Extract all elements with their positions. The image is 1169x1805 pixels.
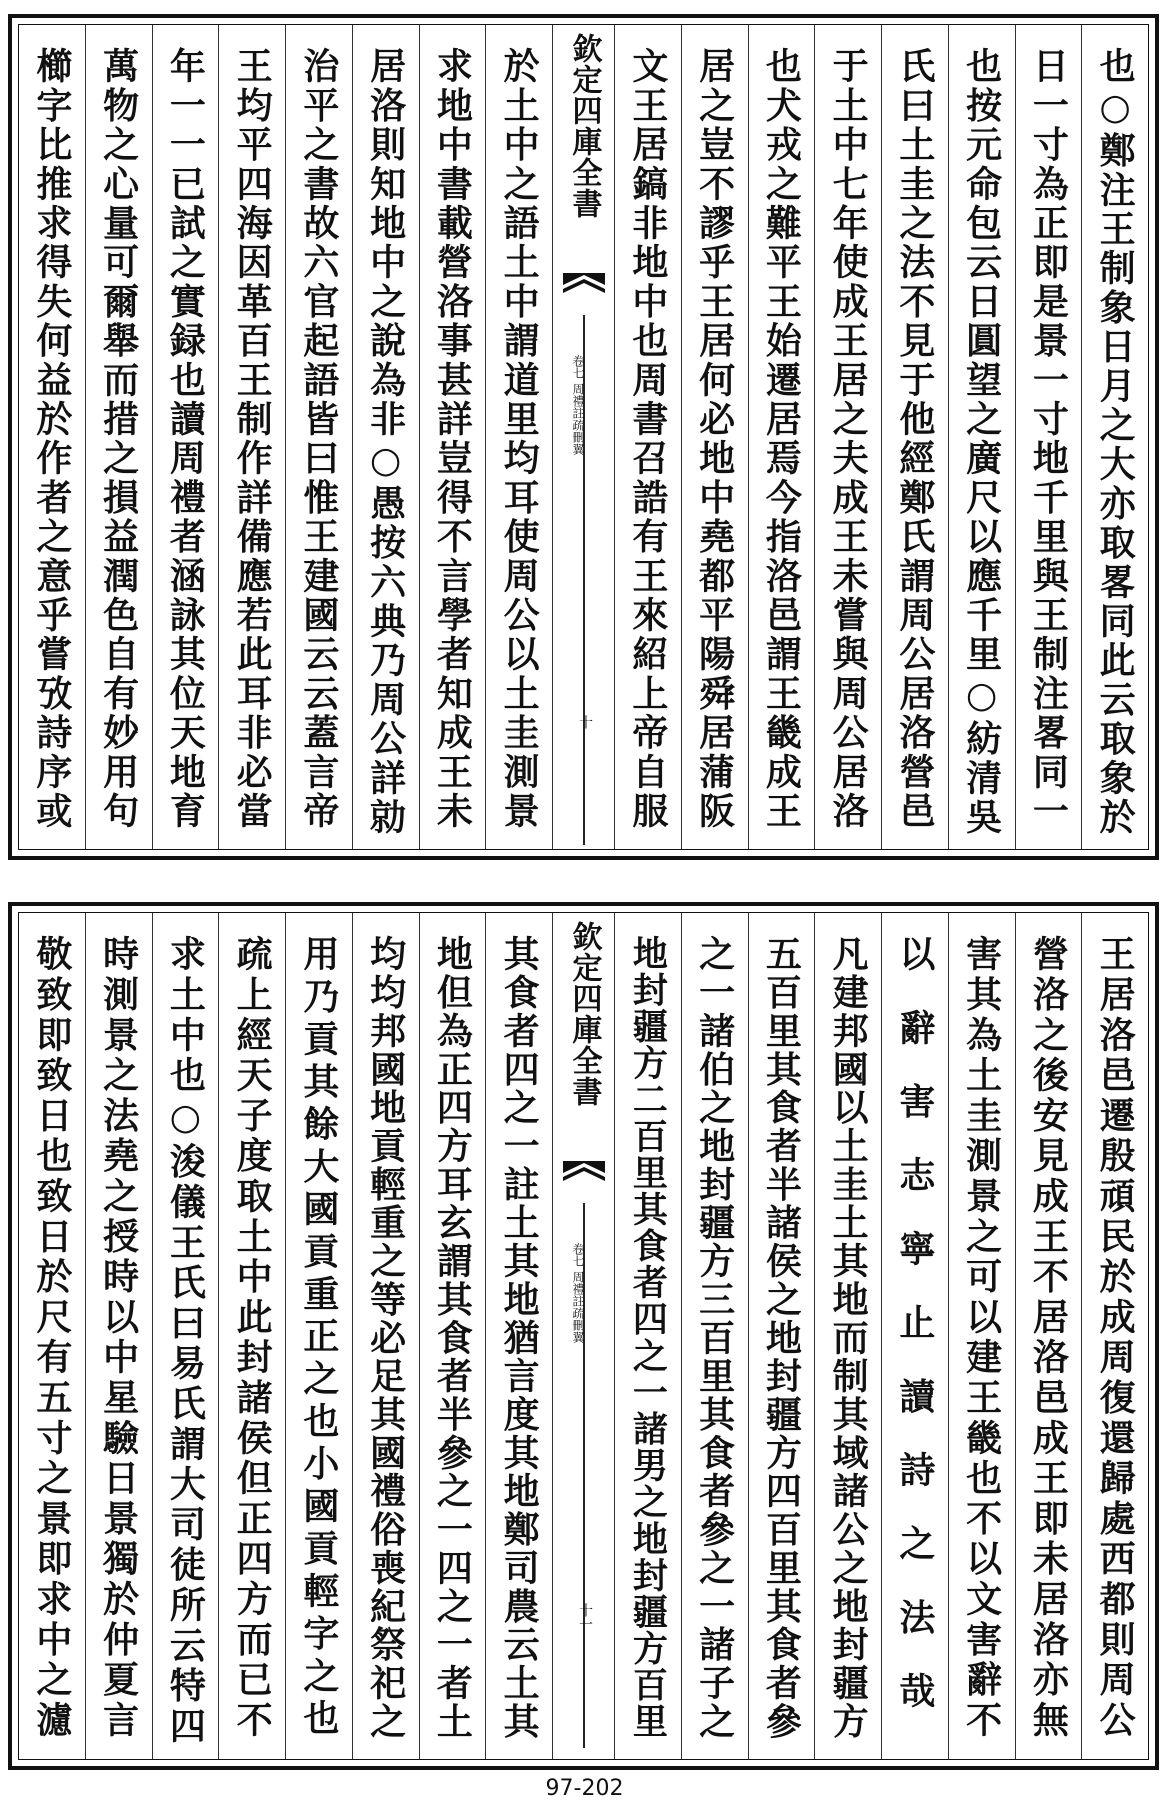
text-column: 地但為正四方耳玄謂其食者半參之一四之一者土 — [419, 913, 486, 1759]
text-column: 均均邦國地貢輕重之等必足其國禮俗喪紀祭祀之 — [352, 913, 419, 1759]
book-title: 欽定四庫全書 — [566, 921, 602, 1107]
text-column: 害其為土圭測景之可以建王畿也不以文害辭不 — [948, 913, 1015, 1759]
top-page-panel — [8, 14, 1159, 860]
text-column: 居之豈不謬乎王居何必地中堯都平陽舜居蒲阪 — [681, 25, 748, 849]
text-column: 地封疆方二百里其食者四之一諸男之地封疆方百里 — [614, 913, 681, 1759]
leaf-number: 十 — [577, 715, 593, 729]
text-column: 求土中也○浚儀王氏曰易氏謂大司徒所云特四 — [152, 913, 219, 1759]
text-column: 用乃貢其餘大國貢重正之也小國貢輕字之也 — [285, 913, 352, 1759]
bottom-columns — [18, 912, 1149, 1760]
text-column: 求地中書載營洛事甚詳豈得不言學者知成王未 — [419, 25, 486, 849]
text-column: 于土中七年使成王居之夫成王未嘗與周公居洛 — [814, 25, 881, 849]
book-name: 周禮註疏刪翼 — [571, 383, 585, 455]
scan-page-number: 97-202 — [545, 1776, 624, 1801]
text-column: 營洛之後安見成王不居洛邑成王即未居洛亦無 — [1015, 913, 1082, 1759]
book-name: 周禮註疏刪翼 — [571, 1271, 585, 1343]
text-column: 日一寸為正即是景一寸地千里與王制注畧同一 — [1015, 25, 1082, 849]
volume-label: 卷七 — [571, 355, 585, 379]
text-column: 疏上經天子度取土中此封諸侯但正四方而已不 — [218, 913, 285, 1759]
text-column: 年一一已試之實録也讀周禮者涵詠其位天地育 — [152, 25, 219, 849]
text-column: 凡建邦國以土圭土其地而制其域諸公之地封疆方 — [814, 913, 881, 1759]
text-column: 也按元命包云日圓望之廣尺以應千里○紡清吳 — [948, 25, 1015, 849]
center-margin-column — [552, 25, 614, 849]
text-column: 王居洛邑遷殷頑民於成周復還歸處西都則周公 — [1081, 913, 1148, 1759]
book-title: 欽定四庫全書 — [566, 33, 602, 219]
text-column: 王均平四海因革百王制作詳備應若此耳非必當 — [218, 25, 285, 849]
text-column: 萬物之心量可爾舉而措之損益潤色自有妙用句 — [85, 25, 152, 849]
book-meta — [571, 1243, 584, 1343]
center-margin-column — [552, 913, 614, 1759]
text-column: 時測景之法堯之授時以中星驗日景獨於仲夏言 — [85, 913, 152, 1759]
text-column: 以辭害志寧止讀詩之法哉 — [881, 913, 948, 1759]
top-columns — [18, 24, 1149, 850]
text-column: 於土中之語土中謂道里均耳使周公以土圭測景 — [485, 25, 552, 849]
text-column: 居洛則知地中之說為非○愚按六典乃周公詳勍 — [352, 25, 419, 849]
book-meta — [571, 355, 584, 455]
text-column: 治平之書故六官起語皆曰惟王建國云云蓋言帝 — [285, 25, 352, 849]
text-column: 氏曰土圭之法不見于他經鄭氏謂周公居洛營邑 — [881, 25, 948, 849]
bottom-page-panel — [8, 902, 1159, 1770]
text-column: 之一諸伯之地封疆方三百里其食者參之一諸子之 — [681, 913, 748, 1759]
text-column: 文王居鎬非地中也周書召誥有王來紹上帝自服 — [614, 25, 681, 849]
volume-label: 卷七 — [571, 1243, 585, 1267]
fish-tail-mark-icon — [561, 1159, 607, 1205]
text-column: 敬致即致日也致日於尺有五寸之景即求中之濾 — [30, 935, 73, 1741]
leaf-number: 十一 — [577, 1603, 593, 1631]
text-column: 五百里其食者半諸侯之地封疆方四百里其食者參 — [748, 913, 815, 1759]
text-column: 也○鄭注王制象日月之大亦取畧同此云取象於 — [1081, 25, 1148, 849]
text-column: 也犬戎之難平王始遷居焉今指洛邑謂王畿成王 — [748, 25, 815, 849]
fish-tail-mark-icon — [561, 271, 607, 317]
text-column: 其食者四之一註土其地猶言度其地鄭司農云土其 — [485, 913, 552, 1759]
text-column: 櫛字比推求得失何益於作者之意乎嘗攷詩序或 — [30, 47, 73, 831]
